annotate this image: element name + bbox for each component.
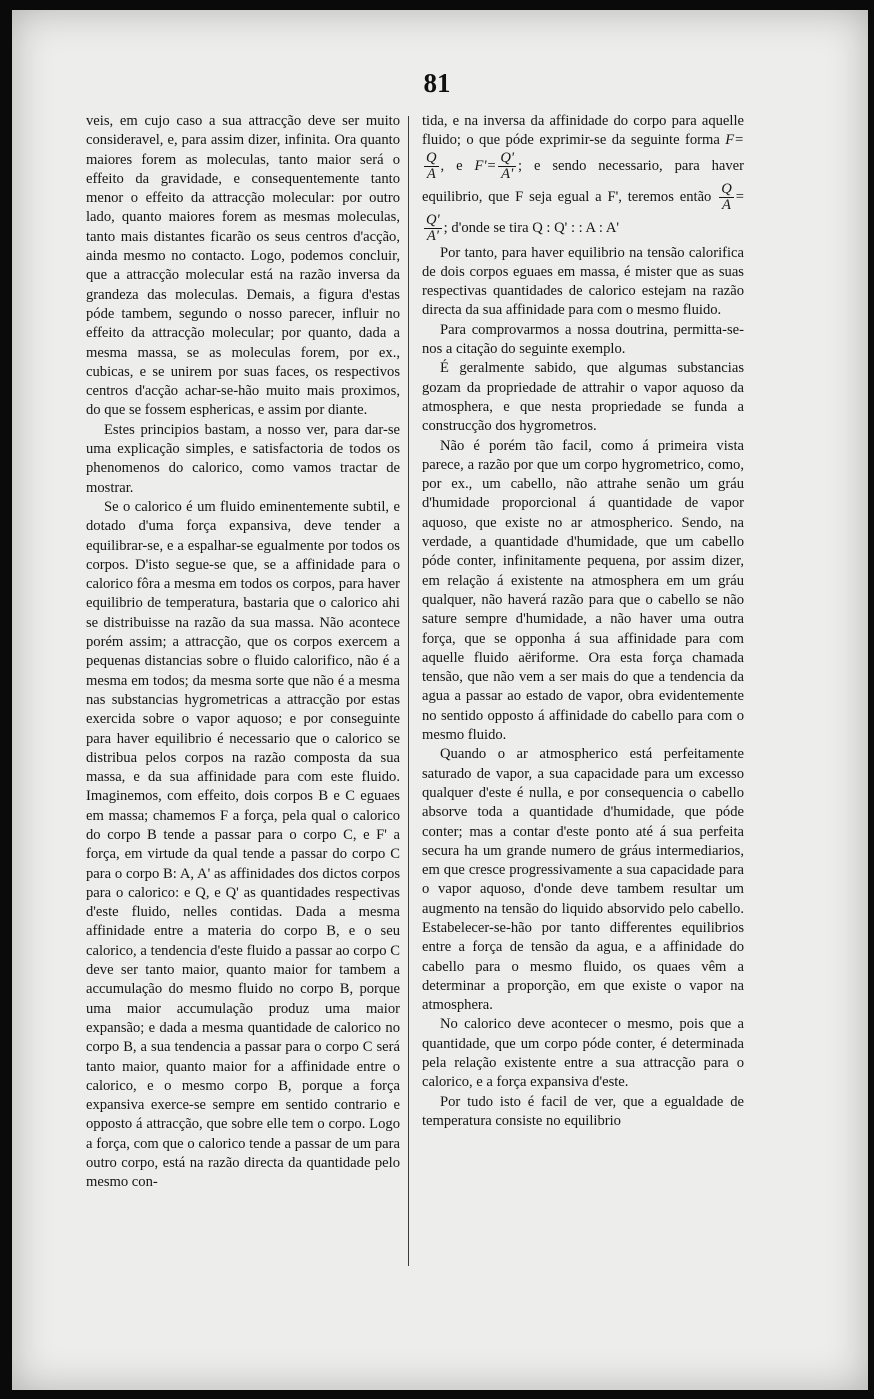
right-paragraph-1-middle: ; e sendo necessario, para haver equilibrio, que F seja egual a F', teremos então: [422, 157, 744, 205]
equation-3-numerator-2: Q': [426, 211, 440, 228]
right-paragraph-4: É geralmente sabido, que algumas substancias gozam da propriedade de attrahir o vapor aquoso da atmosphera, e que nesta propriedade se funda a construcção dos hygrometros.: [422, 360, 744, 435]
equation-1-denominator: A: [426, 165, 436, 182]
right-paragraph-2: Por tanto, para haver equilibrio na tensão calorifica de dois corpos eguaes em massa, é mister que as suas respectivas quantidades de calorico estejam na razão directa da sua affinidade para com o mesmo fluido.: [422, 244, 744, 319]
right-paragraph-8: Por tudo isto é facil de ver, que a egualdade de temperatura consiste no equilibrio: [422, 1093, 744, 1129]
equation-2-numerator: Q': [500, 149, 515, 166]
equation-3-denominator-2: A': [426, 227, 439, 244]
equation-1-lhs: F=: [725, 132, 744, 149]
equation-conjunction: , e: [440, 157, 463, 174]
equation-3-numerator-1: Q: [721, 180, 732, 197]
left-paragraph-2: Estes principios bastam, a nosso ver, para dar-se uma explicação simples, e satisfactoria de todos os phenomenos do calorico, como vamos tractar de mostrar.: [86, 421, 400, 496]
page-number: 81: [423, 68, 451, 98]
equation-2-fraction: [498, 151, 516, 182]
right-column: [422, 112, 744, 1131]
equation-1-fraction: [424, 151, 439, 182]
equation-3-right-fraction: [424, 213, 442, 244]
left-paragraph-3: Se o calorico é um fluido eminentemente subtil, e dotado d'uma força expansiva, deve tender a equilibrar-se, e a espalhar-se egualmente por todos os corpos. D'isto segue-se que, se a affinidade para o calorico fôra a mesma em todos os corpos, para haver equilibrio de temperatura, bastaria que o calorico ahi se distribuisse na razão da sua massa. Não acontece porém assim; a attracção, que os corpos exercem a pequenas distancias sobre o fluido calorifico, não é a mesma em todos; da mesma sorte que não é a mesma nas substancias hygrometricas a attracção por estas exercida sobre o vapor aquoso; e por conseguinte para haver equilibrio é necessario que o calorico se distribua pelos corpos na razão composta da sua massa, e da sua affinidade para com este fluido. Imaginemos, com effeito, dois corpos B e C eguaes em massa; chamemos F a força, pela qual o calorico do corpo B tende a passar para o corpo C, e F' a força, em virtude da qual tende a passar do corpo C para o corpo B: A, A' as affinidades dos dictos corpos para o calorico: e Q, e Q' as quantidades respectivas d'este fluido, nelles contidas. Dada a mesma affinidade entre a materia do corpo B, e o seu calorico, a tendencia d'este fluido a passar ao corpo C deve ser tanto maior, quanto maior for tambem a accumulação do mesmo fluido no corpo B, porque uma maior accumulação produz uma maior expansão; e dada a mesma quantidade de calorico no corpo B, a sua tendencia a passar para o corpo C será tanto maior, quanto maior for a affinidade entre o calorico, e o mesmo corpo B, porque a força expansiva exerce-se sempre em sentido contrario e opposto á attracção, que sobre elle tem o corpo. Logo a força, com que o calorico tende a passar de um para outro corpo, está na razão directa da quantidade pelo mesmo con-: [86, 498, 400, 1191]
right-paragraph-3: Para comprovarmos a nossa doutrina, permitta-se-nos a citação do seguinte exemplo.: [422, 321, 744, 358]
equation-2-denominator: A': [501, 165, 514, 182]
equation-3-equals: =: [735, 188, 744, 205]
right-paragraph-5: Não é porém tão facil, como á primeira vista parece, a razão por que um corpo hygrometrico, como, por ex., um cabello, não attrahe senão um gráu d'humidade proporcional á quantidade de vapor aquoso, que existe no ar atmospherico. Sendo, na verdade, a quantidade d'humidade, que um cabello póde conter, infinitamente pequena, por assim dizer, em relação á existente na atmosphera em um gráu qualquer, não haverá razão para que o cabello se não sature sempre d'humidade, a não haver uma outra força, que se opponha á sua affinidade para com aquelle fluido aëriforme. Ora esta força chamada tensão, que não vem a ser mais do que a tendencia da agua a passar ao estado de vapor, obra evidentemente no sentido opposto á affinidade do cabello para com o mesmo fluido.: [422, 437, 744, 744]
right-paragraph-1-intro: tida, e na inversa da affinidade do corpo para aquelle fluido; o que póde exprimir-se da seguinte forma: [422, 113, 744, 149]
right-paragraph-1-end: d'onde se tira Q : Q' : : A : A': [451, 219, 619, 236]
equation-3-denominator-1: A: [722, 196, 731, 213]
left-paragraph-1: veis, em cujo caso a sua attracção deve ser muito consideravel, e, para assim dizer, infinita. Ora quanto maiores forem as moleculas, tanto maior será o effeito da gravidade, e consequentemente tanto menor o effeito da attracção molecular: por outro lado, quanto maiores forem as mesmas moleculas, tanto mais distantes ficarão os seus centros d'acção, ainda mesmo no contacto. Logo, podemos concluir, que a attracção molecular está na razão inversa da grandeza das moleculas. Demais, a figura d'estas póde tambem, segundo o nosso parecer, influir no effeito da attracção molecular; por quanto, dada a mesma massa, se as moleculas forem, por ex., cubicas, e se unirem por suas faces, os respectivos centros d'acção achar-se-hão muito mais proximos, do que se fossem esphericas, e assim por diante.: [86, 113, 400, 419]
equation-3-left-fraction: [719, 182, 734, 213]
right-paragraph-7: No calorico deve acontecer o mesmo, pois que a quantidade, que um corpo póde conter, é determinada pela relação existente entre a sua attracção para o calorico, e a força expansiva d'este.: [422, 1016, 744, 1091]
right-paragraph-6: Quando o ar atmospherico está perfeitamente saturado de vapor, a sua capacidade para um excesso qualquer d'este é nulla, e por consequencia o cabello absorve toda a quantidade d'humidade, que póde conter; mas a contar d'este ponto até á sua perfeita secura ha um grande numero de gráus intermediarios, em que cresce progressivamente a sua capacidade para o vapor aquoso, d'onde deve tambem resultar um augmento na tensão do liquido absorvido pelo cabello. Estabelecer-se-hão por tanto differentes equilibrios entre a força de tensão da agua, e a affinidade do cabello para o mesmo fluido, os quaes vêm a determinar a proporção, em que existe o vapor na atmosphera.: [422, 746, 744, 1014]
equation-3-end: ;: [443, 219, 448, 236]
left-column: [86, 112, 400, 1193]
equation-1-numerator: Q: [426, 149, 437, 166]
equation-2-lhs: F'=: [474, 157, 497, 174]
right-paragraph-1: [422, 112, 744, 244]
column-divider: [408, 116, 409, 1266]
